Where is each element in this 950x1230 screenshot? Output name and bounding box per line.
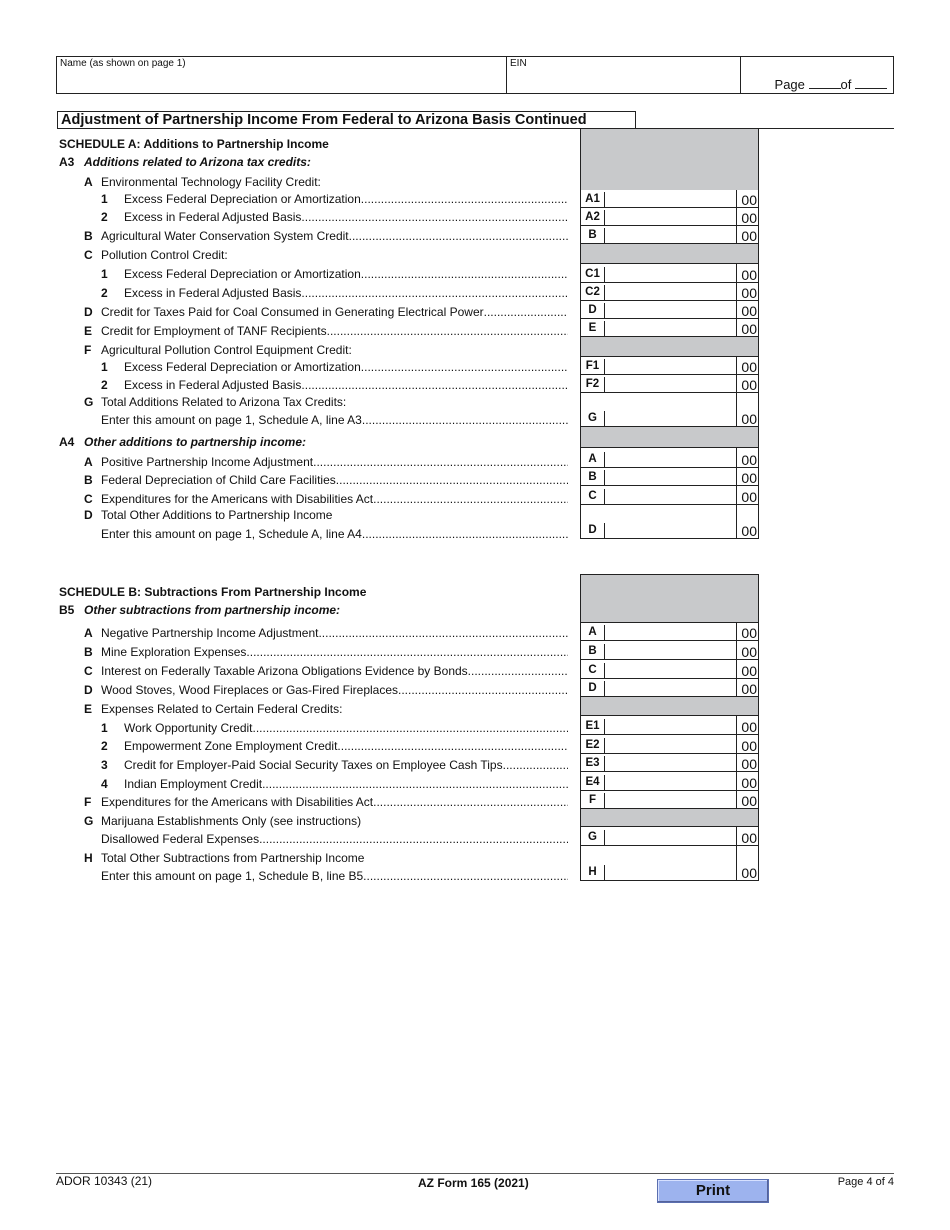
amount-c1: C1 00: [580, 264, 759, 283]
amount-g: G 00: [580, 393, 759, 427]
amount-a4-d: D 00: [580, 505, 759, 539]
amount-b-input[interactable]: [605, 226, 736, 243]
amount-b5-d-input[interactable]: [605, 679, 736, 696]
amount-d-input[interactable]: [605, 301, 736, 318]
amount-e2: E2 00: [580, 735, 759, 754]
name-label: Name (as shown on page 1): [60, 58, 186, 69]
amount-a2: A2 00: [580, 208, 759, 226]
page-total-input[interactable]: [855, 78, 887, 89]
a4-title: Other additions to partnership income:: [84, 435, 307, 449]
amount-b5-h: H 00: [580, 846, 759, 881]
line-b5-f: F Expenditures for the Americans with Disabilities Act .....: [84, 795, 568, 810]
print-button[interactable]: Print: [657, 1179, 769, 1203]
line-b5-a: A Negative Partnership Income Adjustment .....: [84, 626, 568, 641]
schedule-b-heading: SCHEDULE B: Subtractions From Partnership Income: [59, 585, 367, 599]
line-a3-g-enter: Enter this amount on page 1, Schedule A, line A3 .....: [84, 413, 568, 428]
amount-b5-b: B 00: [580, 641, 759, 660]
amount-f2: F2 00: [580, 375, 759, 393]
line-a3-a1: 1 Excess Federal Depreciation or Amortization .....: [84, 192, 568, 207]
line-a3-e: E Credit for Employment of TANF Recipients .....: [84, 324, 568, 339]
amount-a1-input[interactable]: [605, 190, 736, 207]
line-a4-a: A Positive Partnership Income Adjustment .....: [84, 455, 568, 470]
line-a3-c1: 1 Excess Federal Depreciation or Amortization .....: [84, 267, 568, 282]
amount-a4-c: C 00: [580, 486, 759, 505]
line-a4-d-enter: Enter this amount on page 1, Schedule A, line A4 .....: [84, 527, 568, 542]
b5-code: B5: [59, 603, 75, 617]
amount-b5-a: A 00: [580, 623, 759, 641]
amount-e: E 00: [580, 319, 759, 337]
line-b5-d: D Wood Stoves, Wood Fireplaces or Gas-Fired Fireplaces .....: [84, 683, 568, 698]
amount-e4-input[interactable]: [605, 772, 736, 790]
line-b5-e4: 4 Indian Employment Credit .....: [84, 777, 568, 792]
schedule-a-heading: SCHEDULE A: Additions to Partnership Income: [59, 137, 329, 151]
amount-b5-g-input[interactable]: [605, 827, 736, 845]
a3-code: A3: [59, 155, 75, 169]
line-a3-a2: 2 Excess in Federal Adjusted Basis .....: [84, 210, 568, 225]
line-a3-f1: 1 Excess Federal Depreciation or Amortization .....: [84, 360, 568, 375]
line-a3-c2: 2 Excess in Federal Adjusted Basis .....: [84, 286, 568, 301]
amount-f1: F1 00: [580, 357, 759, 375]
of-label: of: [840, 77, 852, 92]
g-shade: [580, 809, 759, 827]
line-b5-h: H Total Other Subtractions from Partnership Income: [84, 851, 365, 865]
a4-code: A4: [59, 435, 75, 449]
line-b5-g: G Marijuana Establishments Only (see instructions): [84, 814, 362, 828]
name-field[interactable]: [57, 57, 507, 93]
page-number-field: [775, 77, 887, 92]
amount-f1-input[interactable]: [605, 357, 736, 374]
line-a3-a: A Environmental Technology Facility Credit:: [84, 175, 321, 189]
amount-g-input[interactable]: [605, 393, 736, 426]
amount-b5-g: G 00: [580, 827, 759, 846]
amount-f2-input[interactable]: [605, 375, 736, 392]
page-number-input[interactable]: [809, 78, 841, 89]
amount-c1-input[interactable]: [605, 264, 736, 282]
line-b5-e1: 1 Work Opportunity Credit .....: [84, 721, 568, 736]
line-b5-h-enter: Enter this amount on page 1, Schedule B, line B5 .....: [84, 869, 568, 884]
line-b5-c: C Interest on Federally Taxable Arizona Obligations Evidence by Bonds .....: [84, 664, 568, 679]
page-of: Page 4 of 4: [837, 1176, 894, 1188]
line-a4-d: D Total Other Additions to Partnership Income: [84, 508, 333, 522]
amount-b: B 00: [580, 226, 759, 244]
line-a3-g: G Total Additions Related to Arizona Tax Credits:: [84, 395, 347, 409]
line-a3-f: F Agricultural Pollution Control Equipment Credit:: [84, 343, 352, 357]
amount-b5-d: D 00: [580, 679, 759, 697]
amount-a2-input[interactable]: [605, 208, 736, 225]
b5-title: Other subtractions from partnership income:: [84, 603, 341, 617]
a3-title: Additions related to Arizona tax credits:: [84, 155, 311, 169]
amount-a4-c-input[interactable]: [605, 486, 736, 504]
amount-c2: C2 00: [580, 283, 759, 301]
amount-b5-f: F 00: [580, 791, 759, 809]
line-b5-e2: 2 Empowerment Zone Employment Credit .....: [84, 739, 568, 754]
footer-rule: [56, 1173, 894, 1174]
amount-b5-b-input[interactable]: [605, 641, 736, 659]
line-a3-f2: 2 Excess in Federal Adjusted Basis .....: [84, 378, 568, 393]
schedule-a-shade-header: [580, 129, 759, 190]
line-a4-b: B Federal Depreciation of Child Care Facilities .....: [84, 473, 568, 488]
ein-label: EIN: [510, 58, 527, 69]
amount-a4-b-input[interactable]: [605, 468, 736, 485]
amount-a1: A1 00: [580, 190, 759, 208]
page-label: Page: [774, 77, 805, 92]
amount-e-input[interactable]: [605, 319, 736, 336]
amount-b5-h-input[interactable]: [605, 846, 736, 880]
form-id: ADOR 10343 (21): [56, 1174, 153, 1188]
section-title: Adjustment of Partnership Income From Federal to Arizona Basis Continued: [57, 111, 636, 129]
line-b5-b: B Mine Exploration Expenses .....: [84, 645, 568, 660]
line-a3-c: C Pollution Control Credit:: [84, 248, 228, 262]
amount-b5-c-input[interactable]: [605, 660, 736, 678]
amount-e2-input[interactable]: [605, 735, 736, 753]
header-box: [56, 56, 894, 94]
amount-d: D 00: [580, 301, 759, 319]
line-b5-e3: 3 Credit for Employer-Paid Social Security Taxes on Employee Cash Tips .....: [84, 758, 568, 773]
c-shade: [580, 243, 759, 264]
ein-field[interactable]: [507, 57, 741, 93]
f-shade: [580, 337, 759, 357]
amount-e4: E4 00: [580, 772, 759, 791]
amount-c2-input[interactable]: [605, 283, 736, 300]
line-a3-d: D Credit for Taxes Paid for Coal Consumed in Generating Electrical Power .....: [84, 305, 568, 320]
amount-a4-d-input[interactable]: [605, 505, 736, 538]
form-name: AZ Form 165 (2021): [418, 1176, 529, 1190]
amount-e3-input[interactable]: [605, 754, 736, 771]
a4-shade: [580, 426, 759, 448]
line-a3-b: B Agricultural Water Conservation System Credit .....: [84, 229, 568, 244]
amount-b5-a-input[interactable]: [605, 623, 736, 640]
e-shade: [580, 697, 759, 716]
amount-b5-c: C 00: [580, 660, 759, 679]
schedule-b-shade-header: [580, 574, 759, 623]
amount-a4-a: A 00: [580, 448, 759, 468]
amount-b5-f-input[interactable]: [605, 791, 736, 808]
amount-a4-b: B 00: [580, 468, 759, 486]
amount-e1: E1 00: [580, 716, 759, 735]
line-b5-g-expenses: Disallowed Federal Expenses .....: [84, 832, 568, 847]
line-a4-c: C Expenditures for the Americans with Disabilities Act .....: [84, 492, 568, 507]
line-b5-e: E Expenses Related to Certain Federal Credits:: [84, 702, 343, 716]
amount-e3: E3 00: [580, 754, 759, 772]
amount-a4-a-input[interactable]: [605, 448, 736, 467]
amount-e1-input[interactable]: [605, 716, 736, 734]
